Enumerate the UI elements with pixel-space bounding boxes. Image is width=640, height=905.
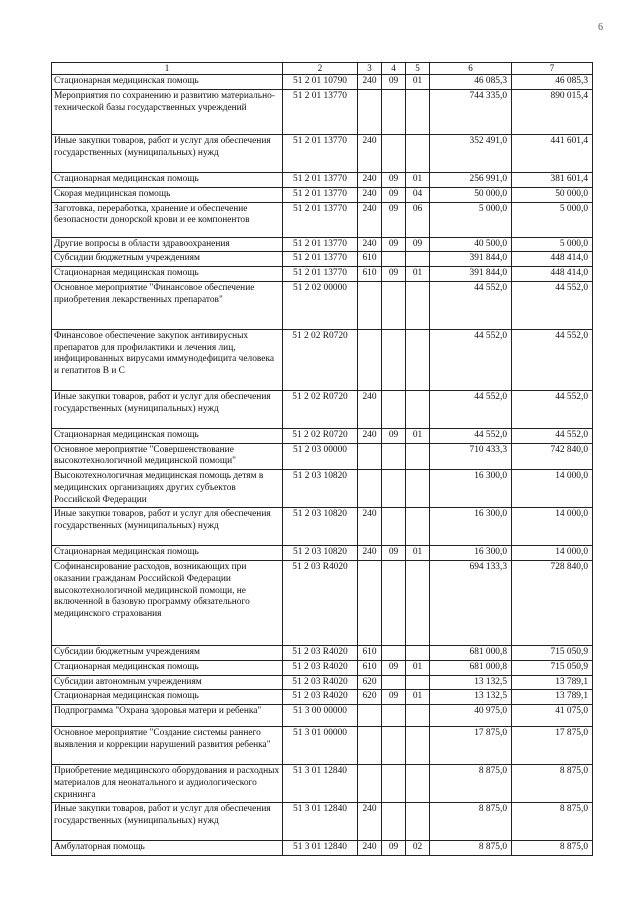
row-name: Стационарная медицинская помощь (52, 690, 283, 705)
row-subsection: 04 (406, 187, 430, 202)
row-expense-type (358, 705, 382, 727)
row-section: 09 (382, 690, 406, 705)
row-sum-year2: 46 085,3 (512, 75, 593, 90)
row-target-code: 51 2 01 13770 (283, 173, 358, 188)
row-section (382, 803, 406, 841)
row-section (382, 443, 406, 470)
row-sum-year1: 391 844,0 (430, 267, 512, 282)
table-row (52, 135, 593, 173)
table-row (52, 727, 593, 765)
row-subsection: 01 (406, 690, 430, 705)
row-section: 09 (382, 173, 406, 188)
row-sum-year1: 391 844,0 (430, 252, 512, 267)
row-name: Иные закупки товаров, работ и услуг для обеспечения государственных (муниципальных) нужд (52, 508, 283, 546)
table-row (52, 660, 593, 675)
row-name: Другие вопросы в области здравоохранения (52, 237, 283, 252)
row-section: 09 (382, 546, 406, 561)
row-expense-type: 620 (358, 675, 382, 690)
row-name: Стационарная медицинская помощь (52, 267, 283, 282)
row-expense-type: 240 (358, 237, 382, 252)
table-row (52, 765, 593, 803)
row-sum-year2: 742 840,0 (512, 443, 593, 470)
row-expense-type (358, 329, 382, 390)
header-row (52, 63, 593, 75)
col-header: 3 (358, 63, 382, 75)
row-section (382, 561, 406, 646)
table-row (52, 705, 593, 727)
row-section (382, 252, 406, 267)
row-name: Скорая медицинская помощь (52, 187, 283, 202)
row-target-code: 51 2 01 13770 (283, 90, 358, 135)
row-target-code: 51 2 02 00000 (283, 281, 358, 329)
row-section: 09 (382, 75, 406, 90)
row-section (382, 390, 406, 428)
col-header: 6 (430, 63, 512, 75)
row-name: Субсидии автономным учреждениям (52, 675, 283, 690)
row-target-code: 51 2 02 R0720 (283, 428, 358, 443)
row-target-code: 51 2 03 R4020 (283, 675, 358, 690)
row-sum-year1: 681 000,8 (430, 660, 512, 675)
row-target-code: 51 3 01 12840 (283, 765, 358, 803)
row-expense-type (358, 281, 382, 329)
row-subsection: 01 (406, 173, 430, 188)
row-target-code: 51 3 00 00000 (283, 705, 358, 727)
col-header: 5 (406, 63, 430, 75)
row-section: 09 (382, 841, 406, 856)
row-section (382, 281, 406, 329)
row-expense-type (358, 765, 382, 803)
row-target-code: 51 2 01 10790 (283, 75, 358, 90)
row-subsection: 01 (406, 546, 430, 561)
row-name: Стационарная медицинская помощь (52, 75, 283, 90)
row-target-code: 51 2 03 10820 (283, 508, 358, 546)
row-sum-year1: 13 132,5 (430, 675, 512, 690)
row-sum-year2: 715 050,9 (512, 646, 593, 661)
row-sum-year1: 744 335,0 (430, 90, 512, 135)
row-target-code: 51 2 02 R0720 (283, 390, 358, 428)
row-target-code: 51 2 01 13770 (283, 202, 358, 237)
row-name: Амбулаторная помощь (52, 841, 283, 856)
row-name: Иные закупки товаров, работ и услуг для обеспечения государственных (муниципальных) нужд (52, 803, 283, 841)
row-sum-year1: 44 552,0 (430, 281, 512, 329)
row-subsection (406, 252, 430, 267)
row-section (382, 508, 406, 546)
row-expense-type (358, 727, 382, 765)
row-name: Иные закупки товаров, работ и услуг для обеспечения государственных (муниципальных) нужд (52, 390, 283, 428)
row-name: Иные закупки товаров, работ и услуг для обеспечения государственных (муниципальных) нужд (52, 135, 283, 173)
row-section (382, 765, 406, 803)
row-sum-year1: 5 000,0 (430, 202, 512, 237)
table-row (52, 803, 593, 841)
row-expense-type: 240 (358, 508, 382, 546)
row-sum-year1: 8 875,0 (430, 803, 512, 841)
row-sum-year1: 40 500,0 (430, 237, 512, 252)
row-subsection (406, 329, 430, 390)
col-header: 1 (52, 63, 283, 75)
table-row (52, 187, 593, 202)
row-target-code: 51 2 02 R0720 (283, 329, 358, 390)
row-sum-year2: 14 000,0 (512, 470, 593, 508)
row-name: Стационарная медицинская помощь (52, 546, 283, 561)
row-sum-year2: 14 000,0 (512, 508, 593, 546)
row-target-code: 51 2 03 10820 (283, 546, 358, 561)
row-section (382, 675, 406, 690)
table-row (52, 646, 593, 661)
table-row (52, 675, 593, 690)
row-expense-type: 240 (358, 390, 382, 428)
row-target-code: 51 3 01 12840 (283, 803, 358, 841)
table-row (52, 690, 593, 705)
row-target-code: 51 3 01 00000 (283, 727, 358, 765)
row-expense-type: 240 (358, 546, 382, 561)
row-expense-type (358, 561, 382, 646)
table-row (52, 267, 593, 282)
table-row (52, 390, 593, 428)
row-name: Стационарная медицинская помощь (52, 173, 283, 188)
row-sum-year1: 17 875,0 (430, 727, 512, 765)
row-expense-type: 240 (358, 803, 382, 841)
row-expense-type: 610 (358, 646, 382, 661)
row-subsection (406, 90, 430, 135)
row-sum-year2: 448 414,0 (512, 267, 593, 282)
row-name: Основное мероприятие "Финансовое обеспечение приобретения лекарственных препаратов" (52, 281, 283, 329)
row-sum-year1: 352 491,0 (430, 135, 512, 173)
row-name: Стационарная медицинская помощь (52, 428, 283, 443)
row-subsection: 02 (406, 841, 430, 856)
row-section: 09 (382, 202, 406, 237)
row-sum-year2: 44 552,0 (512, 281, 593, 329)
row-expense-type: 610 (358, 660, 382, 675)
row-subsection (406, 727, 430, 765)
row-section (382, 135, 406, 173)
row-expense-type: 240 (358, 75, 382, 90)
row-sum-year2: 381 601,4 (512, 173, 593, 188)
table-row (52, 281, 593, 329)
row-expense-type: 610 (358, 252, 382, 267)
row-expense-type: 610 (358, 267, 382, 282)
row-expense-type: 240 (358, 187, 382, 202)
row-target-code: 51 2 01 13770 (283, 252, 358, 267)
row-sum-year2: 715 050,9 (512, 660, 593, 675)
row-section: 09 (382, 660, 406, 675)
table-row (52, 75, 593, 90)
row-sum-year2: 5 000,0 (512, 237, 593, 252)
row-target-code: 51 2 03 R4020 (283, 646, 358, 661)
row-expense-type: 240 (358, 841, 382, 856)
table-row (52, 252, 593, 267)
row-expense-type (358, 90, 382, 135)
col-header: 7 (512, 63, 593, 75)
row-section (382, 90, 406, 135)
row-target-code: 51 2 01 13770 (283, 237, 358, 252)
row-name: Основное мероприятие "Совершенствование высокотехнологичной медицинской помощи" (52, 443, 283, 470)
row-sum-year2: 448 414,0 (512, 252, 593, 267)
row-expense-type (358, 443, 382, 470)
col-header: 2 (283, 63, 358, 75)
table-row (52, 428, 593, 443)
row-sum-year1: 8 875,0 (430, 841, 512, 856)
row-section: 09 (382, 267, 406, 282)
row-expense-type: 240 (358, 135, 382, 173)
row-sum-year2: 14 000,0 (512, 546, 593, 561)
row-subsection (406, 765, 430, 803)
row-expense-type: 240 (358, 428, 382, 443)
row-sum-year1: 44 552,0 (430, 428, 512, 443)
row-subsection (406, 675, 430, 690)
table-row (52, 329, 593, 390)
row-sum-year2: 8 875,0 (512, 803, 593, 841)
row-subsection (406, 561, 430, 646)
row-sum-year1: 710 433,3 (430, 443, 512, 470)
row-section (382, 329, 406, 390)
row-sum-year2: 5 000,0 (512, 202, 593, 237)
row-sum-year2: 8 875,0 (512, 765, 593, 803)
row-sum-year2: 44 552,0 (512, 390, 593, 428)
row-name: Мероприятия по сохранению и развитию материально-технической базы государственных учреждений (52, 90, 283, 135)
row-sum-year1: 256 991,0 (430, 173, 512, 188)
row-target-code: 51 2 01 13770 (283, 187, 358, 202)
row-subsection: 06 (406, 202, 430, 237)
row-sum-year1: 16 300,0 (430, 470, 512, 508)
row-expense-type: 240 (358, 202, 382, 237)
row-name: Финансовое обеспечение закупок антивирусных препаратов для профилактики и лечения лиц, инфицированных вирусами иммунодефицита человека и гепатитов В и С (52, 329, 283, 390)
row-sum-year2: 44 552,0 (512, 428, 593, 443)
row-sum-year2: 13 789,1 (512, 690, 593, 705)
row-name: Основное мероприятие "Создание системы раннего выявления и коррекции нарушений развития ребенка" (52, 727, 283, 765)
row-sum-year1: 694 133,3 (430, 561, 512, 646)
page-number: 6 (598, 22, 603, 33)
row-sum-year2: 890 015,4 (512, 90, 593, 135)
row-sum-year2: 50 000,0 (512, 187, 593, 202)
row-name: Подпрограмма "Охрана здоровья матери и ребенка" (52, 705, 283, 727)
budget-table (51, 62, 593, 856)
table-row (52, 443, 593, 470)
row-subsection: 01 (406, 267, 430, 282)
table-row (52, 173, 593, 188)
row-sum-year1: 46 085,3 (430, 75, 512, 90)
table-row (52, 546, 593, 561)
table-row (52, 841, 593, 856)
row-section: 09 (382, 428, 406, 443)
row-sum-year2: 17 875,0 (512, 727, 593, 765)
row-sum-year2: 728 840,0 (512, 561, 593, 646)
row-name: Субсидии бюджетным учреждениям (52, 252, 283, 267)
row-expense-type (358, 470, 382, 508)
row-subsection (406, 646, 430, 661)
row-target-code: 51 2 01 13770 (283, 267, 358, 282)
row-subsection: 01 (406, 75, 430, 90)
col-header: 4 (382, 63, 406, 75)
row-target-code: 51 2 03 10820 (283, 470, 358, 508)
row-target-code: 51 2 01 13770 (283, 135, 358, 173)
table-row (52, 237, 593, 252)
row-sum-year1: 44 552,0 (430, 390, 512, 428)
row-name: Софинансирование расходов, возникающих при оказании гражданам Российской Федерации высокотехнологичной медицинской помощи, не включенной в базовую программу обязательного медицинского страхования (52, 561, 283, 646)
row-sum-year1: 681 000,8 (430, 646, 512, 661)
row-subsection: 01 (406, 660, 430, 675)
row-sum-year2: 44 552,0 (512, 329, 593, 390)
row-subsection (406, 508, 430, 546)
row-sum-year1: 44 552,0 (430, 329, 512, 390)
row-sum-year2: 13 789,1 (512, 675, 593, 690)
row-sum-year1: 50 000,0 (430, 187, 512, 202)
row-sum-year1: 16 300,0 (430, 508, 512, 546)
row-sum-year1: 8 875,0 (430, 765, 512, 803)
row-sum-year2: 8 875,0 (512, 841, 593, 856)
row-subsection: 09 (406, 237, 430, 252)
row-target-code: 51 3 01 12840 (283, 841, 358, 856)
table-row (52, 470, 593, 508)
row-sum-year2: 41 075,0 (512, 705, 593, 727)
row-subsection (406, 470, 430, 508)
row-sum-year1: 13 132,5 (430, 690, 512, 705)
row-subsection (406, 135, 430, 173)
row-subsection: 01 (406, 428, 430, 443)
row-section (382, 646, 406, 661)
row-sum-year1: 16 300,0 (430, 546, 512, 561)
row-subsection (406, 443, 430, 470)
row-subsection (406, 390, 430, 428)
row-section: 09 (382, 237, 406, 252)
row-subsection (406, 281, 430, 329)
row-expense-type: 620 (358, 690, 382, 705)
row-target-code: 51 2 03 R4020 (283, 561, 358, 646)
row-section (382, 470, 406, 508)
table-row (52, 202, 593, 237)
row-name: Высокотехнологичная медицинская помощь детям в медицинских организациях других субъектов Российской Федерации (52, 470, 283, 508)
row-sum-year1: 40 975,0 (430, 705, 512, 727)
row-section: 09 (382, 187, 406, 202)
row-target-code: 51 2 03 R4020 (283, 660, 358, 675)
row-section (382, 705, 406, 727)
row-name: Заготовка, переработка, хранение и обеспечение безопасности донорской крови и ее компонентов (52, 202, 283, 237)
table-row (52, 508, 593, 546)
row-name: Приобретение медицинского оборудования и расходных материалов для неонатального и аудиологического скрининга (52, 765, 283, 803)
row-target-code: 51 2 03 00000 (283, 443, 358, 470)
row-subsection (406, 705, 430, 727)
row-section (382, 727, 406, 765)
row-expense-type: 240 (358, 173, 382, 188)
row-sum-year2: 441 601,4 (512, 135, 593, 173)
row-name: Субсидии бюджетным учреждениям (52, 646, 283, 661)
table-row (52, 561, 593, 646)
row-name: Стационарная медицинская помощь (52, 660, 283, 675)
row-subsection (406, 803, 430, 841)
table-row (52, 90, 593, 135)
row-target-code: 51 2 03 R4020 (283, 690, 358, 705)
